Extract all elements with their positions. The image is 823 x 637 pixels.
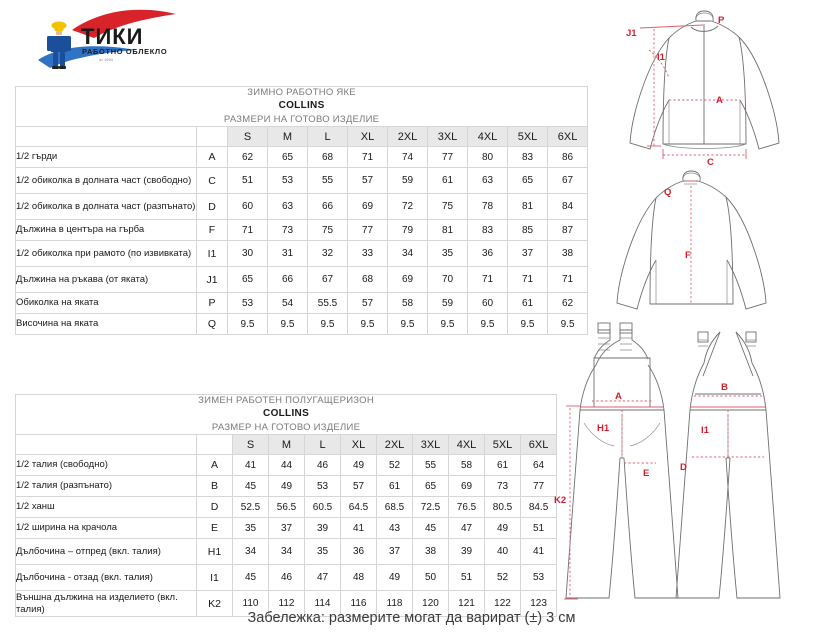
jacket-cell-2-8: 84 [548,194,588,220]
pants-cell-2-4: 68.5 [377,497,413,518]
jacket-cell-2-4: 72 [388,194,428,220]
jacket-cell-6-0: 53 [228,293,268,314]
jacket-cell-4-0: 30 [228,241,268,267]
jacket-cell-4-6: 36 [468,241,508,267]
jacket-cell-1-2: 55 [308,168,348,194]
pants-size-header-s: S [233,435,269,455]
jacket-cell-6-2: 55.5 [308,293,348,314]
jacket-back-outline [617,171,766,309]
jacket-cell-4-2: 32 [308,241,348,267]
pants-header-code-spacer [197,435,233,455]
pants-cell-3-8: 51 [521,518,557,539]
pants-cell-0-3: 49 [341,455,377,476]
pants-front-measure-lines [564,401,664,599]
pants-cell-3-7: 49 [485,518,521,539]
pants-row-code-0: A [197,455,233,476]
jacket-size-header-5xl: 5XL [508,127,548,147]
jacket-row-label-0: 1/2 гърди [16,147,197,168]
jacket-cell-3-0: 71 [228,220,268,241]
pants-row-label-2: 1/2 ханш [16,497,197,518]
pants-cell-3-5: 45 [413,518,449,539]
jacket-cell-1-6: 63 [468,168,508,194]
pants-size-header-xl: XL [341,435,377,455]
pants-cell-5-7: 52 [485,565,521,591]
jacket-cell-7-4: 9.5 [388,314,428,335]
jacket-size-table [15,86,588,335]
jacket-cell-5-3: 68 [348,267,388,293]
pants-size-header-m: M [269,435,305,455]
pants-cell-0-7: 61 [485,455,521,476]
pants-row-code-5: I1 [197,565,233,591]
jacket-row-code-0: A [197,147,228,168]
logo-brand-text: ТИКИ [81,24,144,49]
jacket-cell-0-3: 71 [348,147,388,168]
jacket-cell-1-4: 59 [388,168,428,194]
jacket-cell-3-4: 79 [388,220,428,241]
pants-back-outline [676,332,780,598]
jacket-size-header-2xl: 2XL [388,127,428,147]
pants-cell-2-6: 76.5 [449,497,485,518]
jacket-header-label-spacer [16,127,197,147]
marker-j1: J1 [626,28,637,39]
jacket-cell-3-3: 77 [348,220,388,241]
pants-size-header-2xl: 2XL [377,435,413,455]
jacket-row-code-2: D [197,194,228,220]
pants-size-header-4xl: 4XL [449,435,485,455]
pants-cell-0-8: 64 [521,455,557,476]
pants-title-line2: COLLINS [263,408,310,420]
pants-cell-0-4: 52 [377,455,413,476]
pants-cell-4-5: 38 [413,539,449,565]
pants-cell-6-5: 120 [413,591,449,617]
pants-size-header-6xl: 6XL [521,435,557,455]
jacket-cell-6-7: 61 [508,293,548,314]
pants-cell-6-7: 122 [485,591,521,617]
jacket-cell-0-2: 68 [308,147,348,168]
pants-row-code-2: D [197,497,233,518]
pants-cell-4-3: 36 [341,539,377,565]
marker-p: P [718,15,725,26]
jacket-cell-5-6: 71 [468,267,508,293]
jacket-cell-0-1: 65 [268,147,308,168]
pants-front-outline [566,323,678,598]
pants-cell-6-8: 123 [521,591,557,617]
jacket-front-measure-lines [640,25,746,159]
jacket-row-code-1: C [197,168,228,194]
marker-i1: I1 [657,52,665,63]
pants-cell-0-0: 41 [233,455,269,476]
jacket-cell-7-0: 9.5 [228,314,268,335]
pants-cell-3-6: 47 [449,518,485,539]
pants-cell-4-4: 37 [377,539,413,565]
pants-cell-4-6: 39 [449,539,485,565]
pants-cell-3-3: 41 [341,518,377,539]
logo-tagline-text: РАБОТНО ОБЛЕКЛО [82,47,168,56]
measurement-tolerance-note: Забележка: размерите могат да варират (±) 3 см [247,610,576,626]
pants-header-label-spacer [16,435,197,455]
pants-illustration [552,318,820,610]
jacket-header-code-spacer [197,127,228,147]
jacket-cell-1-5: 61 [428,168,468,194]
jacket-cell-0-7: 83 [508,147,548,168]
jacket-cell-7-7: 9.5 [508,314,548,335]
jacket-row-label-3: Дължина в центъра на гърба [16,220,197,241]
pants-marker-a: A [615,391,622,402]
table-row [16,241,588,267]
jacket-size-header-l: L [308,127,348,147]
jacket-title-line3: РАЗМЕРИ НА ГОТОВО ИЗДЕЛИЕ [223,113,380,125]
jacket-row-label-4: 1/2 обиколка при рамото (по извивката) [16,241,197,267]
pants-cell-3-2: 39 [305,518,341,539]
jacket-cell-3-7: 85 [508,220,548,241]
pants-cell-1-2: 53 [305,476,341,497]
pants-cell-5-4: 49 [377,565,413,591]
jacket-cell-2-3: 69 [348,194,388,220]
jacket-cell-5-1: 66 [268,267,308,293]
jacket-cell-7-3: 9.5 [348,314,388,335]
jacket-cell-0-4: 74 [388,147,428,168]
table-row [16,539,557,565]
pants-marker-b: B [721,382,728,393]
jacket-cell-7-5: 9.5 [428,314,468,335]
pants-cell-5-0: 45 [233,565,269,591]
marker-c: C [707,157,714,168]
pants-cell-5-6: 51 [449,565,485,591]
jacket-row-label-2: 1/2 обиколка в долната част (разпънато) [16,194,197,220]
pants-cell-5-2: 47 [305,565,341,591]
table-row [16,267,588,293]
pants-cell-6-2: 114 [305,591,341,617]
pants-row-code-6: K2 [197,591,233,617]
pants-cell-1-0: 45 [233,476,269,497]
jacket-row-code-6: P [197,293,228,314]
jacket-front-outline [630,11,779,149]
jacket-row-code-5: J1 [197,267,228,293]
pants-title-line3: РАЗМЕР НА ГОТОВО ИЗДЕЛИЕ [211,421,361,433]
pants-row-code-4: H1 [197,539,233,565]
jacket-cell-7-2: 9.5 [308,314,348,335]
jacket-cell-4-3: 33 [348,241,388,267]
table-row [16,293,588,314]
pants-cell-3-4: 43 [377,518,413,539]
pants-cell-6-4: 118 [377,591,413,617]
jacket-cell-6-4: 58 [388,293,428,314]
pants-size-header-row [16,435,557,455]
marker-q: Q [664,187,672,198]
pants-marker-d: D [680,462,687,473]
pants-cell-2-0: 52.5 [233,497,269,518]
jacket-cell-7-1: 9.5 [268,314,308,335]
pants-cell-2-7: 80.5 [485,497,521,518]
pants-cell-1-8: 77 [521,476,557,497]
pants-cell-1-3: 57 [341,476,377,497]
jacket-size-header-row [16,127,588,147]
pants-cell-0-6: 58 [449,455,485,476]
jacket-cell-6-3: 57 [348,293,388,314]
pants-marker-k2: K2 [554,495,567,506]
jacket-row-label-6: Обиколка на яката [16,293,197,314]
jacket-row-label-1: 1/2 обиколка в долната част (свободно) [16,168,197,194]
pants-table-title [16,395,557,435]
pants-cell-5-8: 53 [521,565,557,591]
jacket-size-header-6xl: 6XL [548,127,588,147]
pants-cell-2-1: 56.5 [269,497,305,518]
jacket-title-line2: COLLINS [278,100,325,112]
pants-cell-5-3: 48 [341,565,377,591]
jacket-cell-6-5: 59 [428,293,468,314]
pants-cell-4-7: 40 [485,539,521,565]
pants-cell-0-1: 44 [269,455,305,476]
pants-cell-1-7: 73 [485,476,521,497]
jacket-cell-2-2: 66 [308,194,348,220]
logo-graphic [32,4,180,70]
table-row [16,314,588,335]
jacket-cell-2-6: 78 [468,194,508,220]
jacket-row-code-7: Q [197,314,228,335]
pants-row-label-0: 1/2 талия (свободно) [16,455,197,476]
jacket-cell-1-0: 51 [228,168,268,194]
jacket-cell-3-6: 83 [468,220,508,241]
pants-cell-1-6: 69 [449,476,485,497]
jacket-cell-4-7: 37 [508,241,548,267]
jacket-cell-6-8: 62 [548,293,588,314]
pants-marker-i1: I1 [701,425,709,436]
pants-cell-2-5: 72.5 [413,497,449,518]
jacket-cell-0-5: 77 [428,147,468,168]
table-row [16,147,588,168]
table-row [16,194,588,220]
jacket-table-title-row [16,87,588,127]
jacket-back-illustration [600,168,823,320]
jacket-row-label-7: Височина на яката [16,314,197,335]
jacket-cell-4-1: 31 [268,241,308,267]
jacket-cell-3-8: 87 [548,220,588,241]
jacket-cell-5-5: 70 [428,267,468,293]
jacket-cell-4-4: 34 [388,241,428,267]
pants-table-title-row [16,395,557,435]
pants-cell-2-2: 60.5 [305,497,341,518]
pants-cell-3-0: 35 [233,518,269,539]
jacket-cell-5-2: 67 [308,267,348,293]
company-logo [32,4,180,70]
jacket-cell-2-0: 60 [228,194,268,220]
pants-row-label-4: Дълбочина – отпред (вкл. талия) [16,539,197,565]
table-row [16,565,557,591]
jacket-cell-0-6: 80 [468,147,508,168]
jacket-row-code-3: F [197,220,228,241]
pants-size-header-l: L [305,435,341,455]
pants-cell-5-5: 50 [413,565,449,591]
pants-row-label-6: Външна дължина на изделието (вкл. талия) [16,591,197,617]
jacket-row-label-5: Дължина на ръкава (от яката) [16,267,197,293]
jacket-back-measure-lines [686,181,696,304]
pants-row-code-1: B [197,476,233,497]
table-row [16,497,557,518]
jacket-size-header-4xl: 4XL [468,127,508,147]
pants-row-label-1: 1/2 талия (разпънато) [16,476,197,497]
pants-size-header-3xl: 3XL [413,435,449,455]
logo-sub-text: от 1994 [99,57,113,62]
pants-size-header-5xl: 5XL [485,435,521,455]
jacket-cell-5-0: 65 [228,267,268,293]
jacket-cell-7-6: 9.5 [468,314,508,335]
jacket-front-illustration [583,2,823,174]
table-row [16,518,557,539]
jacket-cell-1-7: 65 [508,168,548,194]
marker-f: F [685,250,691,261]
table-row [16,220,588,241]
pants-cell-0-2: 46 [305,455,341,476]
pants-marker-e: E [643,468,650,479]
pants-cell-4-1: 34 [269,539,305,565]
jacket-cell-4-5: 35 [428,241,468,267]
pants-cell-2-3: 64.5 [341,497,377,518]
pants-size-table [15,394,557,617]
pants-cell-0-5: 55 [413,455,449,476]
table-row [16,476,557,497]
jacket-cell-7-8: 9.5 [548,314,588,335]
jacket-size-header-3xl: 3XL [428,127,468,147]
jacket-cell-5-7: 71 [508,267,548,293]
jacket-cell-3-1: 73 [268,220,308,241]
jacket-cell-6-1: 54 [268,293,308,314]
pants-cell-1-5: 65 [413,476,449,497]
pants-cell-1-1: 49 [269,476,305,497]
jacket-table-title [16,87,588,127]
jacket-cell-6-6: 60 [468,293,508,314]
pants-cell-6-0: 110 [233,591,269,617]
jacket-cell-2-7: 81 [508,194,548,220]
marker-a: A [716,95,723,106]
pants-cell-6-3: 116 [341,591,377,617]
jacket-cell-2-1: 63 [268,194,308,220]
jacket-cell-4-8: 38 [548,241,588,267]
jacket-title-line1: ЗИМНО РАБОТНО ЯКЕ [247,87,356,98]
pants-cell-1-4: 61 [377,476,413,497]
jacket-cell-5-8: 71 [548,267,588,293]
pants-cell-4-2: 35 [305,539,341,565]
jacket-cell-1-8: 67 [548,168,588,194]
jacket-size-header-s: S [228,127,268,147]
jacket-size-header-m: M [268,127,308,147]
jacket-cell-1-1: 53 [268,168,308,194]
jacket-cell-0-8: 86 [548,147,588,168]
jacket-cell-1-3: 57 [348,168,388,194]
pants-cell-4-0: 34 [233,539,269,565]
pants-marker-h1: H1 [597,423,610,434]
jacket-cell-5-4: 69 [388,267,428,293]
pants-row-label-5: Дълбочина - отзад (вкл. талия) [16,565,197,591]
pants-cell-2-8: 84.5 [521,497,557,518]
table-row [16,455,557,476]
table-row [16,168,588,194]
jacket-row-code-4: I1 [197,241,228,267]
jacket-size-header-xl: XL [348,127,388,147]
pants-title-line1: ЗИМЕН РАБОТЕН ПОЛУГАЩЕРИЗОН [198,395,374,406]
pants-cell-6-6: 121 [449,591,485,617]
jacket-cell-0-0: 62 [228,147,268,168]
pants-row-label-3: 1/2 ширина на крачола [16,518,197,539]
pants-row-code-3: E [197,518,233,539]
pants-cell-3-1: 37 [269,518,305,539]
jacket-cell-3-2: 75 [308,220,348,241]
pants-cell-6-1: 112 [269,591,305,617]
pants-cell-5-1: 46 [269,565,305,591]
jacket-cell-2-5: 75 [428,194,468,220]
pants-cell-4-8: 41 [521,539,557,565]
jacket-cell-3-5: 81 [428,220,468,241]
